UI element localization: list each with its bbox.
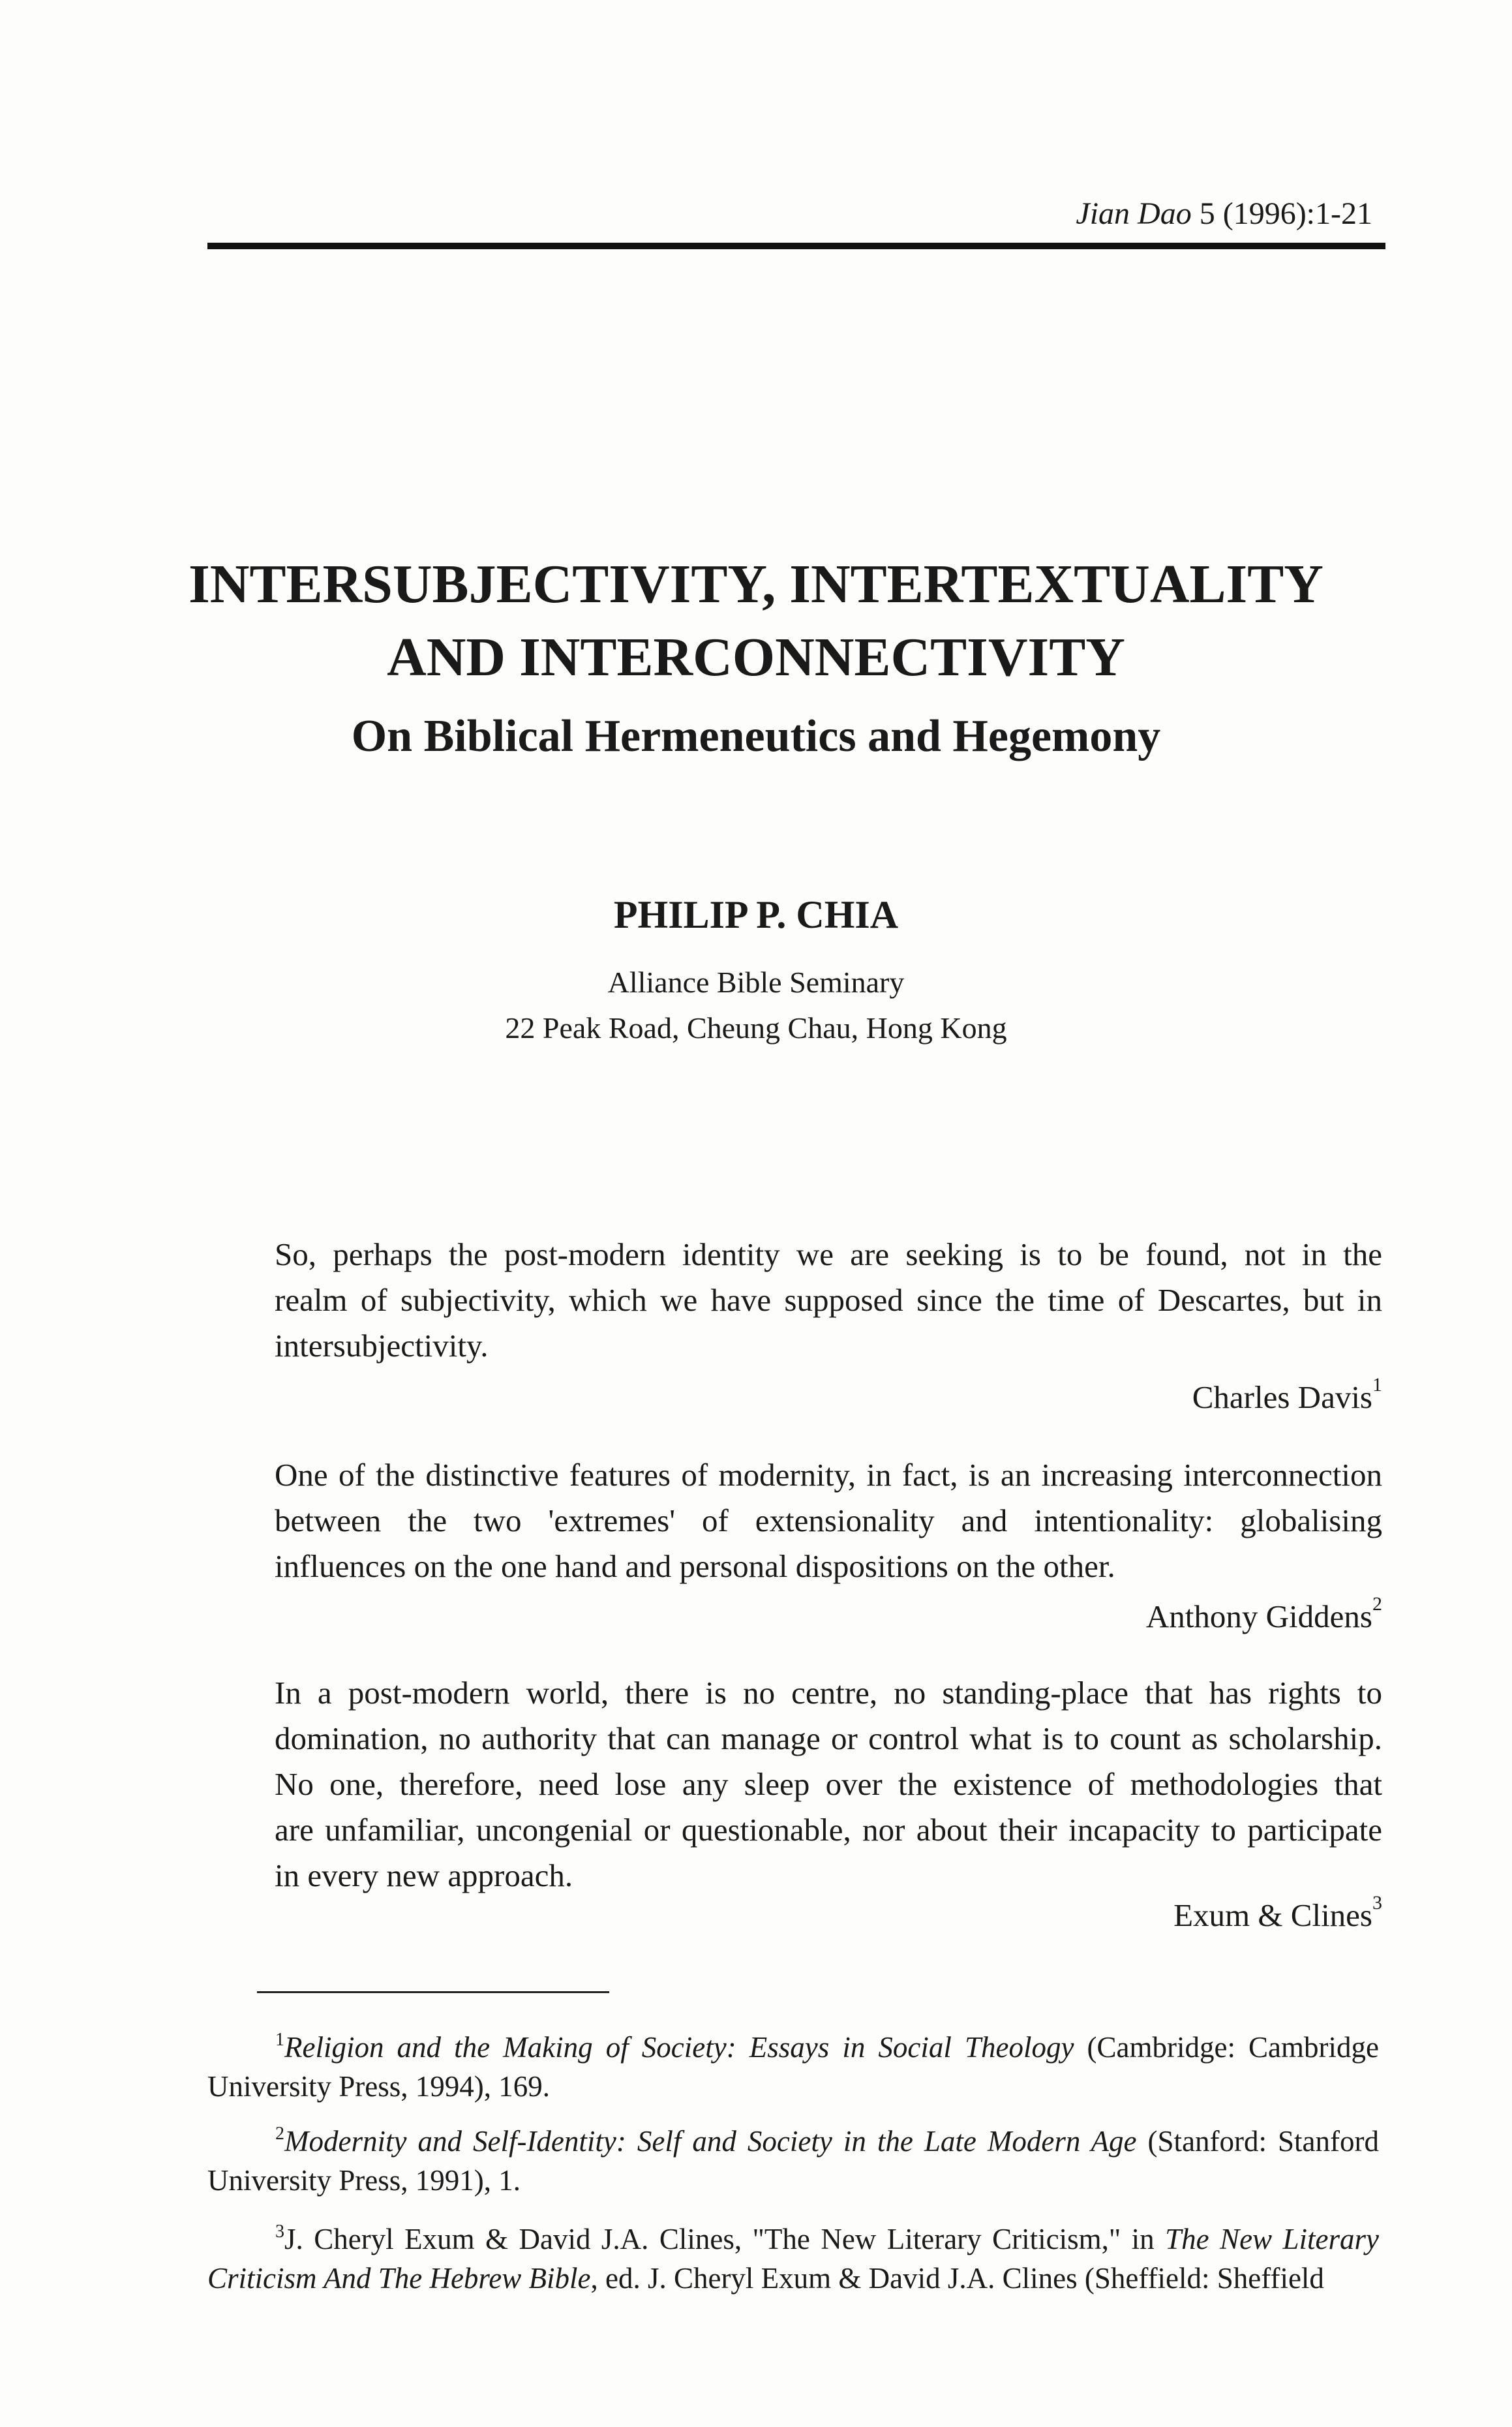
epigraph-1-line-2: realm of subjectivity, which we have supposed since the time of Descartes, but in [275, 1282, 1382, 1318]
footnote-1-line-2: University Press, 1994), 169. [207, 2070, 550, 2103]
footnote-reference: 2 [1372, 1593, 1382, 1615]
cited-work-title: Criticism And The Hebrew Bible [207, 2262, 591, 2295]
epigraph-2-line-3: influences on the one hand and personal dispositions on the other. [275, 1548, 1115, 1584]
footnote-rule [257, 1991, 609, 1993]
epigraph-3-attribution [1173, 1892, 1382, 1935]
attribution-author: Charles Davis [1192, 1379, 1372, 1415]
footnote-3-line-1 [275, 2221, 1379, 2257]
attribution-author: Anthony Giddens [1145, 1598, 1372, 1634]
epigraph-1-line-1: So, perhaps the post-modern identity we are seeking is to be found, not in the [275, 1236, 1382, 1272]
epigraph-3-line-4: are unfamiliar, uncongenial or questionable, nor about their incapacity to participate [275, 1812, 1382, 1848]
epigraph-3-line-1: In a post-modern world, there is no centre, no standing-place that has rights to [275, 1675, 1382, 1711]
author-address: 22 Peak Road, Cheung Chau, Hong Kong [505, 1011, 1007, 1045]
publication-details: (Stanford: Stanford [1136, 2125, 1379, 2158]
footnote-mark: 3 [275, 2221, 284, 2242]
footnote-2-line-1 [275, 2123, 1379, 2160]
article-title-line-1: INTERSUBJECTIVITY, INTERTEXTUALITY [189, 554, 1323, 615]
epigraph-3-line-5: in every new approach. [275, 1857, 573, 1893]
journal-citation: 5 (1996):1-21 [1191, 196, 1372, 231]
cited-work-title: The New Literary [1165, 2223, 1379, 2255]
epigraph-2-line-1: One of the distinctive features of modernity, in fact, is an increasing interconnection [275, 1457, 1382, 1493]
footnote-mark: 1 [275, 2030, 284, 2050]
footnote-1-line-1 [275, 2029, 1379, 2066]
footnote-reference: 1 [1372, 1374, 1382, 1396]
footnote-3-line-2 [207, 2260, 1379, 2297]
epigraph-2-line-2: between the two 'extremes' of extensionality and intentionality: globalising [275, 1503, 1382, 1538]
publication-details: , ed. J. Cheryl Exum & David J.A. Clines (Sheffield: Sheffield [590, 2262, 1324, 2295]
epigraph-2-attribution [1145, 1593, 1382, 1636]
attribution-author: Exum & Clines [1173, 1897, 1372, 1933]
epigraph-1-attribution [1192, 1374, 1382, 1417]
article-title-line-2: AND INTERCONNECTIVITY [387, 627, 1125, 688]
publication-details: (Cambridge: Cambridge [1074, 2031, 1379, 2064]
footnote-2-line-2: University Press, 1991), 1. [207, 2164, 521, 2197]
cited-work-title: Religion and the Making of Society: Essays in Social Theology [284, 2031, 1074, 2064]
article-subtitle: On Biblical Hermeneutics and Hegemony [351, 711, 1161, 761]
epigraph-1-line-3: intersubjectivity. [275, 1328, 489, 1364]
author-affiliation: Alliance Bible Seminary [607, 966, 905, 999]
cited-authors: J. Cheryl Exum & David J.A. Clines, "The New Literary Criticism," in [284, 2223, 1166, 2255]
epigraph-3-line-2: domination, no authority that can manage or control what is to count as scholarship. [275, 1720, 1382, 1756]
epigraph-3-line-3: No one, therefore, need lose any sleep over the existence of methodologies that [275, 1766, 1382, 1802]
header-rule [207, 243, 1385, 249]
author-name: PHILIP P. CHIA [613, 893, 899, 936]
footnote-mark: 2 [275, 2124, 284, 2144]
journal-name: Jian Dao [1076, 196, 1192, 231]
running-header [1076, 196, 1372, 232]
footnote-reference: 3 [1372, 1892, 1382, 1914]
cited-work-title: Modernity and Self-Identity: Self and Society in the Late Modern Age [284, 2125, 1137, 2158]
